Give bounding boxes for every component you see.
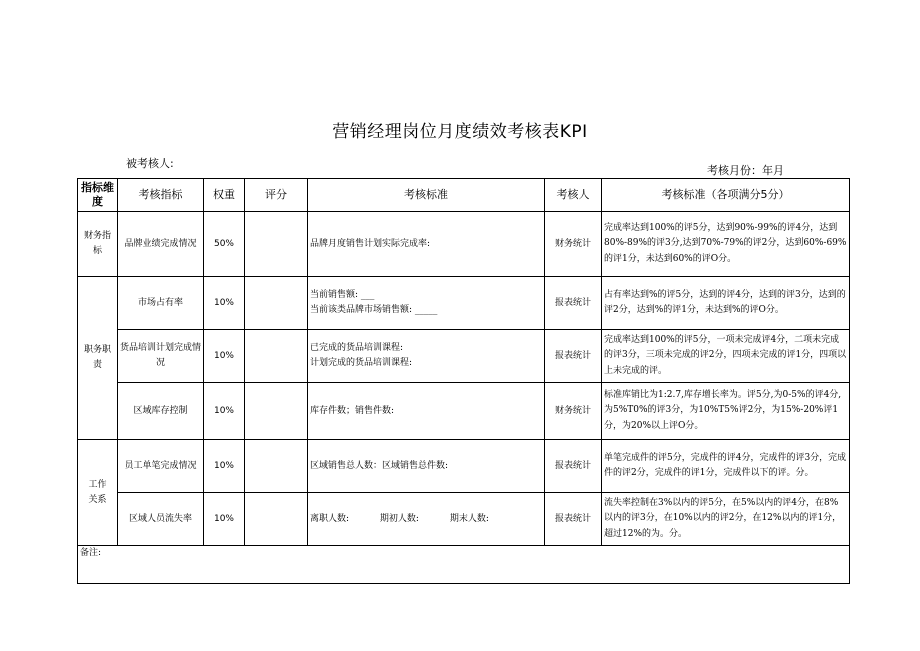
criteria-part: 离职人数: [310, 513, 350, 524]
criteria-cell [308, 277, 545, 330]
criteria-cell [308, 383, 545, 440]
score-cell[interactable] [245, 493, 308, 546]
criteria-line: 品牌月度销售计划实际完成率: [310, 238, 431, 249]
indicator-cell: 货品培训计划完成情况 [118, 330, 204, 383]
assessor-cell: 报表统计 [545, 330, 602, 383]
kpi-table [77, 178, 850, 584]
weight-cell: 10% [204, 277, 245, 330]
header-weight: 权重 [204, 179, 245, 212]
notes-row [78, 546, 850, 584]
table-row [78, 212, 850, 277]
dimension-finance: 财务指标 [78, 212, 118, 277]
weight-cell: 10% [204, 493, 245, 546]
criteria-cell [308, 440, 545, 493]
standard-cell: 完成率达到100%的评5分，一项未完成评4分，二项未完成的评3分，三项未完成的评2分，四项未完成的评1分，四项以上未完成的评。 [602, 330, 850, 383]
indicator-cell: 市场占有率 [118, 277, 204, 330]
weight-cell: 50% [204, 212, 245, 277]
weight-cell: 10% [204, 440, 245, 493]
table-row [78, 277, 850, 330]
standard-cell: 占有率达到%的评5分，达到的评4分，达到的评3分，达到的评2分，达到%的评1分，未达到%的评O分。 [602, 277, 850, 330]
standard-cell: 流失率控制在3%以内的评5分，在5%以内的评4分，在8%以内的评3分，在10%以内的评2分，在12%以内的评1分，超过12%的为。分。 [602, 493, 850, 546]
assessor-cell: 财务统计 [545, 212, 602, 277]
assessor-cell: 报表统计 [545, 277, 602, 330]
assessor-cell: 财务统计 [545, 383, 602, 440]
score-cell[interactable] [245, 440, 308, 493]
weight-cell: 10% [204, 383, 245, 440]
header-assessor: 考核人 [545, 179, 602, 212]
header-criteria: 考核标准 [308, 179, 545, 212]
score-cell[interactable] [245, 212, 308, 277]
criteria-line: 计划完成的货品培训课程: [310, 358, 413, 368]
header-score: 评分 [245, 179, 308, 212]
notes-cell[interactable] [78, 546, 850, 584]
score-cell[interactable] [245, 383, 308, 440]
assessor-cell: 报表统计 [545, 493, 602, 546]
criteria-line: 当前销售额: ___ [310, 290, 375, 300]
criteria-cell [308, 493, 545, 546]
indicator-cell: 区域人员流失率 [118, 493, 204, 546]
assessor-cell: 报表统计 [545, 440, 602, 493]
criteria-line: 区域销售总人数：区域销售总件数: [310, 460, 449, 471]
standard-cell: 单笔完成件的评5分，完成件的评4分，完成件的评3分，完成件的评2分，完成件的评1分，完成件以下的评。分。 [602, 440, 850, 493]
criteria-cell [308, 212, 545, 277]
criteria-part: 期初人数: [379, 513, 419, 524]
table-row [78, 440, 850, 493]
criteria-line: 已完成的货品培训课程: [310, 343, 404, 353]
page-title: 营销经理岗位月度绩效考核表KPI [332, 122, 588, 142]
criteria-cell [308, 330, 545, 383]
standard-cell: 完成率达到100%的评5分，达到90%-99%的评4分，达到80%-89%的评3分,达到70%-79%的评2分，达到60%-69%的评1分，未达到60%的评O分。 [602, 212, 850, 277]
dimension-work: 工作关系 [78, 440, 118, 546]
table-header-row [78, 179, 850, 212]
table-row [78, 383, 850, 440]
indicator-cell: 区域库存控制 [118, 383, 204, 440]
period-label: 考核月份：年月 [707, 164, 784, 177]
score-cell[interactable] [245, 277, 308, 330]
score-cell[interactable] [245, 330, 308, 383]
indicator-cell: 品牌业绩完成情况 [118, 212, 204, 277]
notes-label: 备注: [80, 548, 102, 558]
criteria-line: 库存件数；销售件数: [310, 405, 395, 416]
weight-cell: 10% [204, 330, 245, 383]
standard-cell: 标准库销比为1:2.7,库存增长率为。评5分,为0-5%的评4分,为5%T0%的评3分，为10%T5%评2分，为15%-20%评1分，为20%以上评O分。 [602, 383, 850, 440]
header-dimension: 指标维度 [78, 179, 118, 212]
dimension-duties: 职务职责 [78, 277, 118, 440]
table-row [78, 330, 850, 383]
indicator-cell: 员工单笔完成情况 [118, 440, 204, 493]
header-indicator: 考核指标 [118, 179, 204, 212]
header-standard: 考核标准（各项满分5分） [602, 179, 850, 212]
criteria-line: 当前该类品牌市场销售额: _____ [310, 305, 438, 315]
table-row [78, 493, 850, 546]
assessee-label: 被考核人: [126, 157, 174, 170]
criteria-part: 期末人数: [449, 513, 489, 524]
